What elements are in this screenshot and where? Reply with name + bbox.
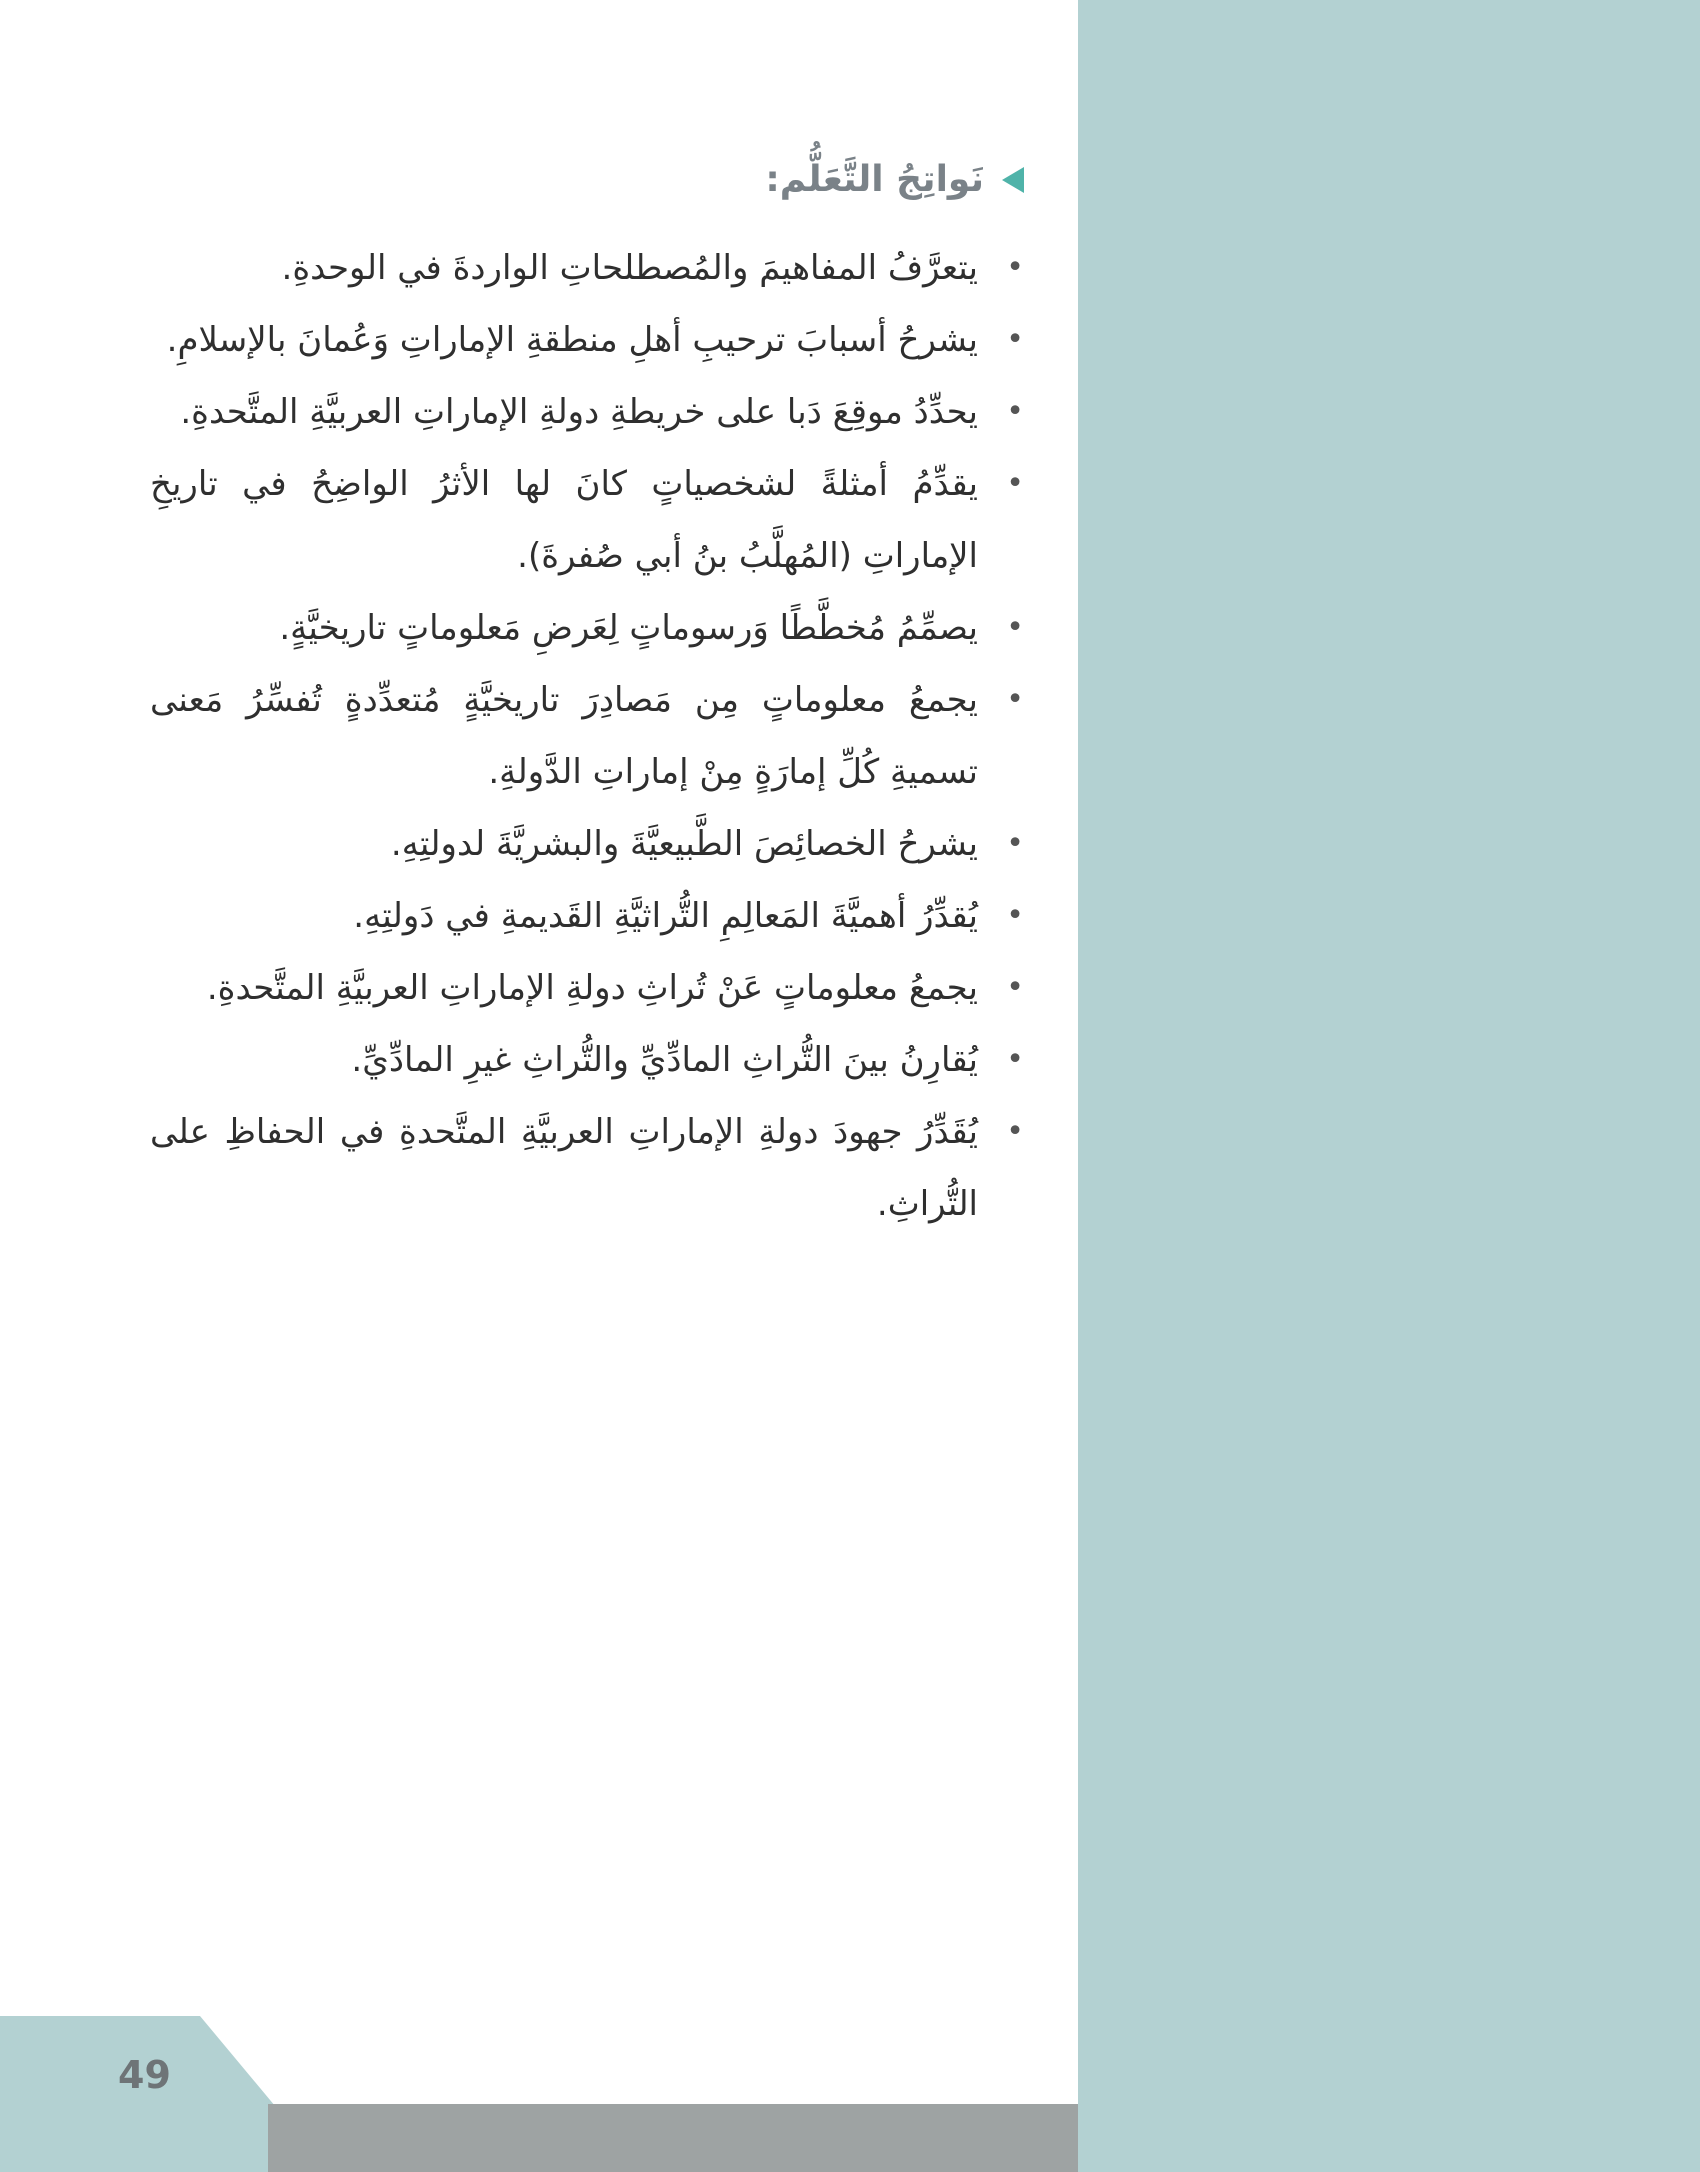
section-heading <box>150 150 1024 210</box>
list-item <box>150 808 1024 880</box>
bullet-icon: • <box>1006 394 1024 429</box>
list-item-text: يتعرَّفُ المفاهيمَ والمُصطلحاتِ الواردةَ في الوحدةِ. <box>281 248 978 288</box>
list-item <box>150 1096 1024 1240</box>
list-item-text: يصمِّمُ مُخطَّطًا وَرسوماتٍ لِعَرضِ مَعلوماتٍ تاريخيَّةٍ. <box>279 608 978 648</box>
heading-text: نَواتِجُ التَّعَلُّم: <box>765 159 984 200</box>
bullet-icon: • <box>1006 826 1024 861</box>
list-item-text: يُقارِنُ بينَ التُّراثِ المادِّيِّ والتُّراثِ غيرِ المادِّيِّ. <box>351 1040 978 1080</box>
bullet-icon: • <box>1006 322 1024 357</box>
bullet-icon: • <box>1006 250 1024 285</box>
list-item-text: يحدِّدُ موقِعَ دَبا على خريطةِ دولةِ الإماراتِ العربيَّةِ المتَّحدةِ. <box>180 392 978 432</box>
list-item <box>150 880 1024 952</box>
triangle-marker-icon <box>1002 167 1024 193</box>
bullet-icon: • <box>1006 466 1024 501</box>
list-item <box>150 232 1024 304</box>
bullet-icon: • <box>1006 1042 1024 1077</box>
outcomes-list <box>150 232 1024 1240</box>
page-number: 49 <box>118 2053 171 2097</box>
list-item <box>150 952 1024 1024</box>
list-item <box>150 304 1024 376</box>
list-item-text: يجمعُ معلوماتٍ مِن مَصادِرَ تاريخيَّةٍ مُتعدِّدةٍ تُفسِّرُ مَعنى تسميةِ كُلِّ إمارَةٍ مِنْ إماراتِ الدَّولةِ. <box>150 680 978 792</box>
list-item-text: يشرحُ أسبابَ ترحيبِ أهلِ منطقةِ الإماراتِ وَعُمانَ بالإسلامِ. <box>166 320 978 360</box>
bullet-icon: • <box>1006 682 1024 717</box>
side-panel <box>1078 0 1700 2172</box>
list-item-text: يجمعُ معلوماتٍ عَنْ تُراثِ دولةِ الإماراتِ العربيَّةِ المتَّحدةِ. <box>206 968 978 1008</box>
list-item-text: يُقدِّرُ أهميَّةَ المَعالِمِ التُّراثيَّةِ القَديمةِ في دَولتِهِ. <box>353 896 978 936</box>
footer-bar <box>268 2104 1078 2172</box>
bullet-icon: • <box>1006 898 1024 933</box>
learning-outcomes-section <box>150 150 1024 1240</box>
bullet-icon: • <box>1006 610 1024 645</box>
list-item <box>150 448 1024 592</box>
bullet-icon: • <box>1006 970 1024 1005</box>
list-item-text: يقدِّمُ أمثلةً لشخصياتٍ كانَ لها الأثرُ الواضِحُ في تاريخِ الإماراتِ (المُهلَّبُ بنُ أبي صُفرةَ). <box>150 464 978 576</box>
list-item-text: يشرحُ الخصائِصَ الطَّبيعيَّةَ والبشريَّةَ لدولتِهِ. <box>390 824 978 864</box>
bullet-icon: • <box>1006 1114 1024 1149</box>
list-item <box>150 592 1024 664</box>
list-item-text: يُقَدِّرُ جهودَ دولةِ الإماراتِ العربيَّةِ المتَّحدةِ في الحفاظِ على التُّراثِ. <box>150 1112 978 1224</box>
list-item <box>150 376 1024 448</box>
list-item <box>150 664 1024 808</box>
list-item <box>150 1024 1024 1096</box>
